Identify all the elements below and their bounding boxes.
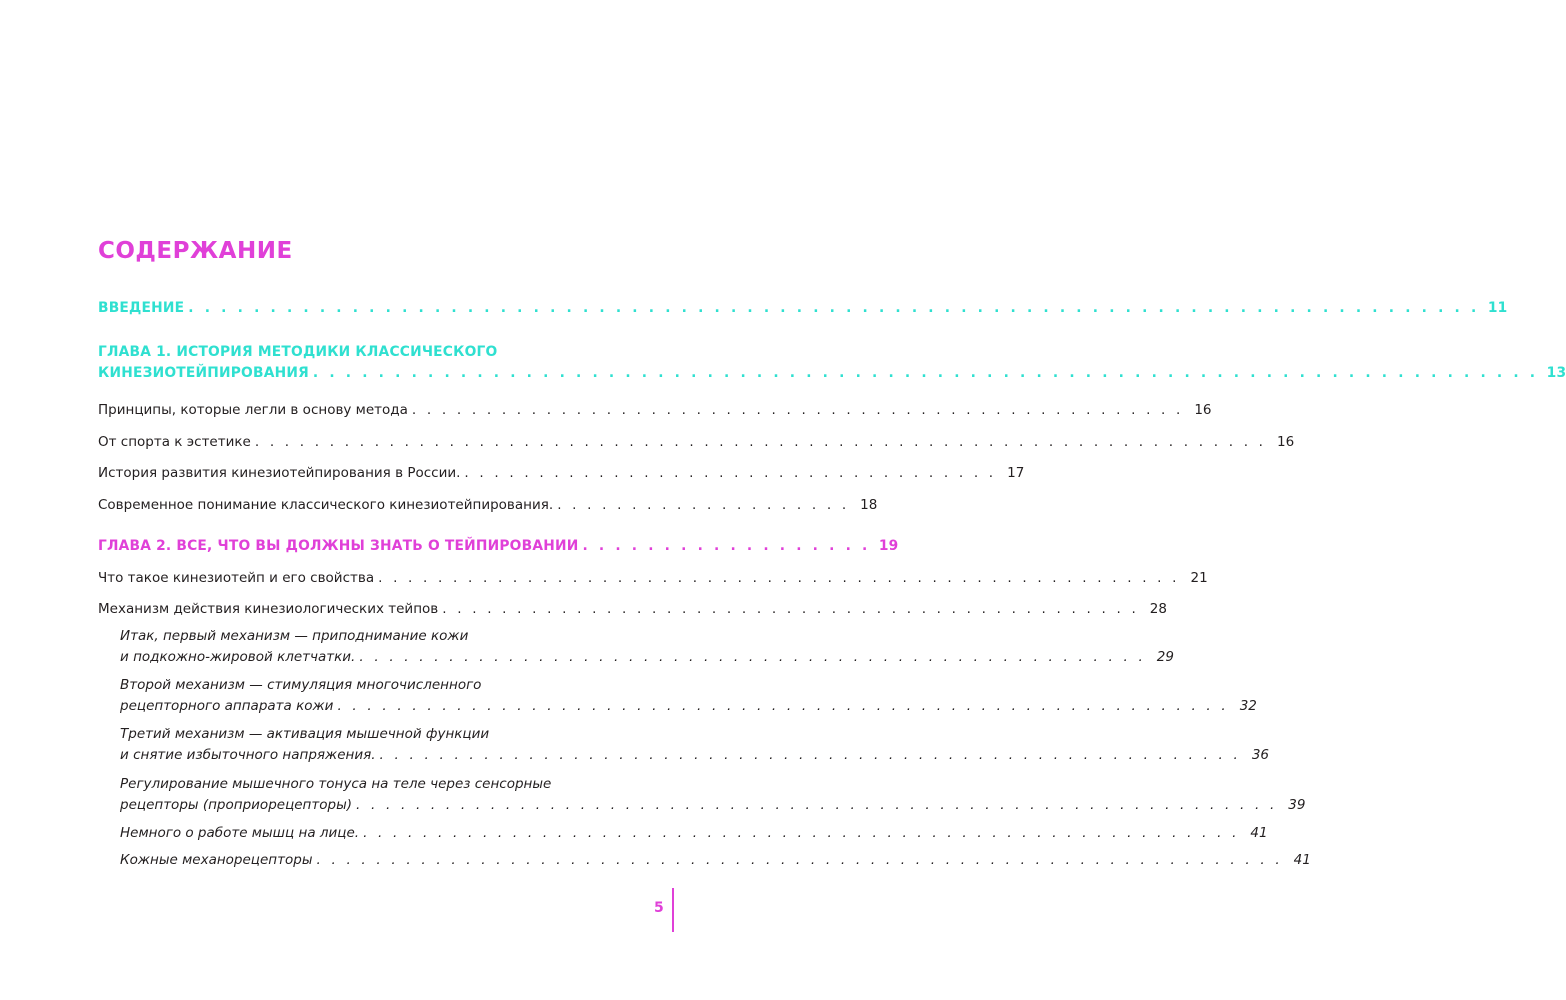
toc-entry-label: От спорта к эстетике <box>98 434 251 450</box>
toc-entry-label: Что такое кинезиотейп и его свойства <box>98 570 375 586</box>
dot-leader: . . . . . . . . . . . . . . . . . . . . . . . . . . . . . . . . . . . . . . . . . . . . . . . . . . . . . <box>359 649 1146 665</box>
dot-leader: . . . . . . . . . . . . . . . . . . . . . . . . . . . . . . . . . . . . . . . . . . . . . . . . . . . . . . . . . . <box>379 747 1242 763</box>
toc-entry-subsection[interactable] <box>120 850 1311 871</box>
toc-entry-label: История развития кинезиотейпирования в России. <box>98 465 461 481</box>
dot-leader: . . . . . . . . . . . . . . . . . . . . . . . . . . . . . . . . . . . . . . . . . . . . . . . . . . . . . . . . . . . . . . . . . . . . . . . . . . . . . . . <box>188 300 1480 316</box>
toc-entry-chapter-1[interactable] <box>98 342 1566 384</box>
toc-entry-section[interactable] <box>98 599 1167 620</box>
toc-entry-label: Принципы, которые легли в основу метода <box>98 402 408 418</box>
toc-page-number: 11 <box>1487 300 1508 316</box>
toc-entry-subsection[interactable] <box>120 823 1268 844</box>
dot-leader: . . . . . . . . . . . . . . . . . . . . . . . . . . . . . . . . . . . . . . . . . . . . . . . . . . . . . . . . . . . . . . <box>356 797 1278 813</box>
dot-leader: . . . . . . . . . . . . . . . . . . . . . . . . . . . . . . . . . . . . . . . . . . . . . . . . . . . . <box>411 402 1184 418</box>
toc-entry-intro[interactable] <box>98 298 1508 319</box>
toc-entry-subsection[interactable] <box>120 774 1306 816</box>
toc-entry-label: Современное понимание классического кинезиотейпирования. <box>98 497 554 513</box>
dot-leader: . . . . . . . . . . . . . . . . . . . . . . . . . . . . . . . . . . . . . . . . . . . . . . . . . . . . . . . . . . . . . . . . . . . . <box>254 434 1267 450</box>
toc-page-number: 16 <box>1276 434 1295 450</box>
dot-leader: . . . . . . . . . . . . . . . . . . . . . . . . . . . . . . . . . . . . . . . . . . . . . . . . . . . . . . . . . . . . <box>337 698 1229 714</box>
toc-entry-section[interactable] <box>98 495 878 516</box>
toc-page-number: 21 <box>1190 570 1208 586</box>
toc-entry-label-line1: Третий механизм — активация мышечной функции <box>120 726 490 742</box>
toc-entry-section[interactable] <box>98 432 1295 453</box>
page-title: СОДЕРЖАНИЕ <box>98 238 293 264</box>
dot-leader: . . . . . . . . . . . . . . . . . . . . . . . . . . . . . . . . . . . . . . . . . . . . . . . . . . . . . . . . . . . . . . . . . <box>316 852 1283 868</box>
dot-leader: . . . . . . . . . . . . . . . . . . . . <box>557 497 850 513</box>
page-number-rule <box>672 888 674 932</box>
toc-page-number: 18 <box>860 497 878 513</box>
toc-entry-label-line2: КИНЕЗИОТЕЙПИРОВАНИЯ <box>98 365 309 381</box>
dot-leader: . . . . . . . . . . . . . . . . . . <box>582 538 871 554</box>
dot-leader: . . . . . . . . . . . . . . . . . . . . . . . . . . . . . . . . . . . . . . . . . . . . . . . . . . . . . . . . . . . . . . . . . . . . . . . . . . . <box>312 365 1539 381</box>
toc-entry-label-line1: Второй механизм — стимуляция многочисленного <box>120 677 482 693</box>
dot-leader: . . . . . . . . . . . . . . . . . . . . . . . . . . . . . . . . . . . . . . . . . . . . . . . . . . . . . . . . . . . <box>363 825 1240 841</box>
toc-page-number: 28 <box>1149 601 1167 617</box>
toc-entry-subsection[interactable] <box>120 724 1270 766</box>
toc-entry-section[interactable] <box>98 463 1025 484</box>
toc-page-number: 13 <box>1546 365 1566 381</box>
toc-page-number: 36 <box>1251 747 1270 763</box>
toc-entry-label-line1: ГЛАВА 1. ИСТОРИЯ МЕТОДИКИ КЛАССИЧЕСКОГО <box>98 344 498 360</box>
toc-entry-label-line2: и подкожно-жировой клетчатки. <box>120 649 356 665</box>
toc-entry-label: ВВЕДЕНИЕ <box>98 300 185 316</box>
toc-entry-label: Немного о работе мышц на лице. <box>120 825 360 841</box>
toc-page-number: 29 <box>1156 649 1174 665</box>
toc-entry-section[interactable] <box>98 400 1212 421</box>
dot-leader: . . . . . . . . . . . . . . . . . . . . . . . . . . . . . . . . . . . . . . . . . . . . . . . . . . . . . . <box>378 570 1180 586</box>
toc-entry-label-line2: и снятие избыточного напряжения. <box>120 747 376 763</box>
toc-page-number: 41 <box>1293 852 1311 868</box>
toc-entry-label: ГЛАВА 2. ВСЕ, ЧТО ВЫ ДОЛЖНЫ ЗНАТЬ О ТЕЙПИРОВАНИИ <box>98 538 579 554</box>
toc-page-number: 39 <box>1288 797 1306 813</box>
toc-entry-subsection[interactable] <box>120 626 1174 668</box>
page-number: 5 <box>654 900 664 916</box>
toc-page-number: 16 <box>1194 402 1212 418</box>
toc-entry-label-line1: Регулирование мышечного тонуса на теле через сенсорные <box>120 776 552 792</box>
dot-leader: . . . . . . . . . . . . . . . . . . . . . . . . . . . . . . . . . . . . . . . . . . . . . . . <box>442 601 1139 617</box>
toc-entry-label-line2: рецепторы (проприорецепторы) <box>120 797 353 813</box>
toc-page-number: 19 <box>878 538 899 554</box>
toc-page-number: 17 <box>1007 465 1025 481</box>
dot-leader: . . . . . . . . . . . . . . . . . . . . . . . . . . . . . . . . . . . . <box>464 465 997 481</box>
toc-entry-chapter-2[interactable] <box>98 536 899 557</box>
toc-entry-label: Механизм действия кинезиологических тейпов <box>98 601 439 617</box>
toc-entry-label-line1: Итак, первый механизм — приподнимание кожи <box>120 628 469 644</box>
toc-entry-label-line2: рецепторного аппарата кожи <box>120 698 334 714</box>
toc-entry-subsection[interactable] <box>120 675 1257 717</box>
toc-page-number: 32 <box>1239 698 1257 714</box>
toc-entry-label: Кожные механорецепторы <box>120 852 313 868</box>
toc-page-number: 41 <box>1250 825 1268 841</box>
toc-entry-section[interactable] <box>98 568 1208 589</box>
